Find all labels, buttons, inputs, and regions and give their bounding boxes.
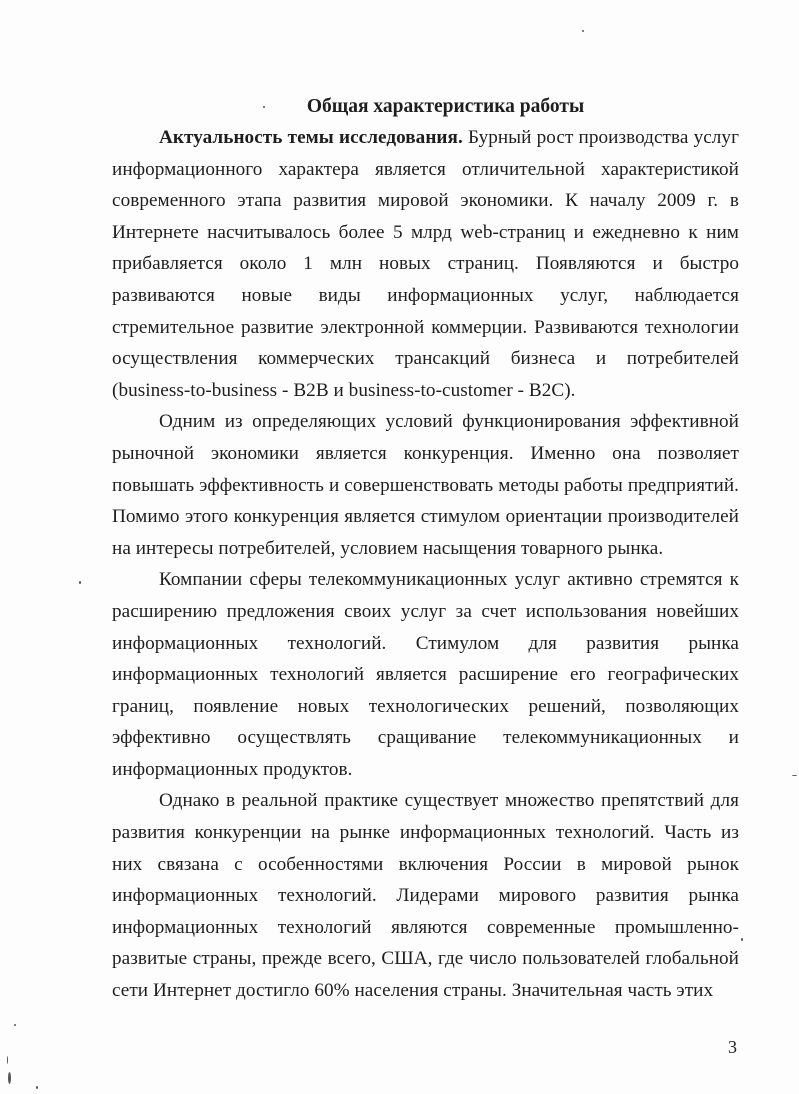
paragraph-relevance (112, 122, 739, 406)
paragraph-obstacles: Однако в реальной практике существует множество препятствий для развития конкуренции на рынке информационных технологий. Часть из них связана с особенностями включения России в мировой рынок информационных технологий. Лидерами мирового развития рынка информационных технологий являются современные промышленно-развитые страны, прежде всего, США, где число пользователей глобальной сети Интернет достигло 60% населения страны. Значительная часть этих (112, 790, 739, 1002)
scan-speck (7, 1056, 8, 1064)
paragraph-telecom: Компании сферы телекоммуникационных услуг активно стремятся к расширению предложения своих услуг за счет использования новейших информационных технологий. Стимулом для развития рынка информационных технологий является расширение его географических границ, появление новых технологических решений, позволяющих эффективно осуществлять сращивание телекоммуникационных и информационных продуктов. (112, 569, 739, 780)
paragraph-competition: Одним из определяющих условий функционирования эффективной рыночной экономики является конкуренция. Именно она позволяет повышать эффективность и совершенствовать методы работы предприятий. Помимо этого конкуренция является стимулом ориентации производителей на интересы потребителей, условием насыщения товарного рынка. (112, 411, 739, 559)
body-text (112, 122, 739, 1007)
paragraph-lead: Актуальность темы исследования. (159, 127, 463, 148)
page-title: Общая характеристика работы (306, 96, 585, 117)
scan-speck (263, 106, 265, 108)
scan-speck (8, 1072, 11, 1084)
scan-speck (79, 581, 81, 584)
scan-speck (582, 30, 584, 32)
scan-speck (741, 938, 743, 941)
scan-speck (792, 775, 797, 776)
scan-speck (36, 1086, 38, 1089)
paragraph-text: Бурный рост производства услуг информационного характера является отличительной характеристикой современного этапа развития мировой экономики. К началу 2009 г. в Интернете насчитывалось более 5 млрд web-страниц и ежедневно к ним прибавляется около 1 млн новых страниц. Появляются и быстро развиваются новые виды информационных услуг, наблюдается стремительное развитие электронной коммерции. Развиваются технологии осуществления коммерческих трансакций бизнеса и потребителей (business-to-business - B2B и business-to-customer - B2C). (112, 127, 739, 401)
page-number: 3 (728, 1037, 737, 1057)
scan-speck (14, 1024, 16, 1026)
